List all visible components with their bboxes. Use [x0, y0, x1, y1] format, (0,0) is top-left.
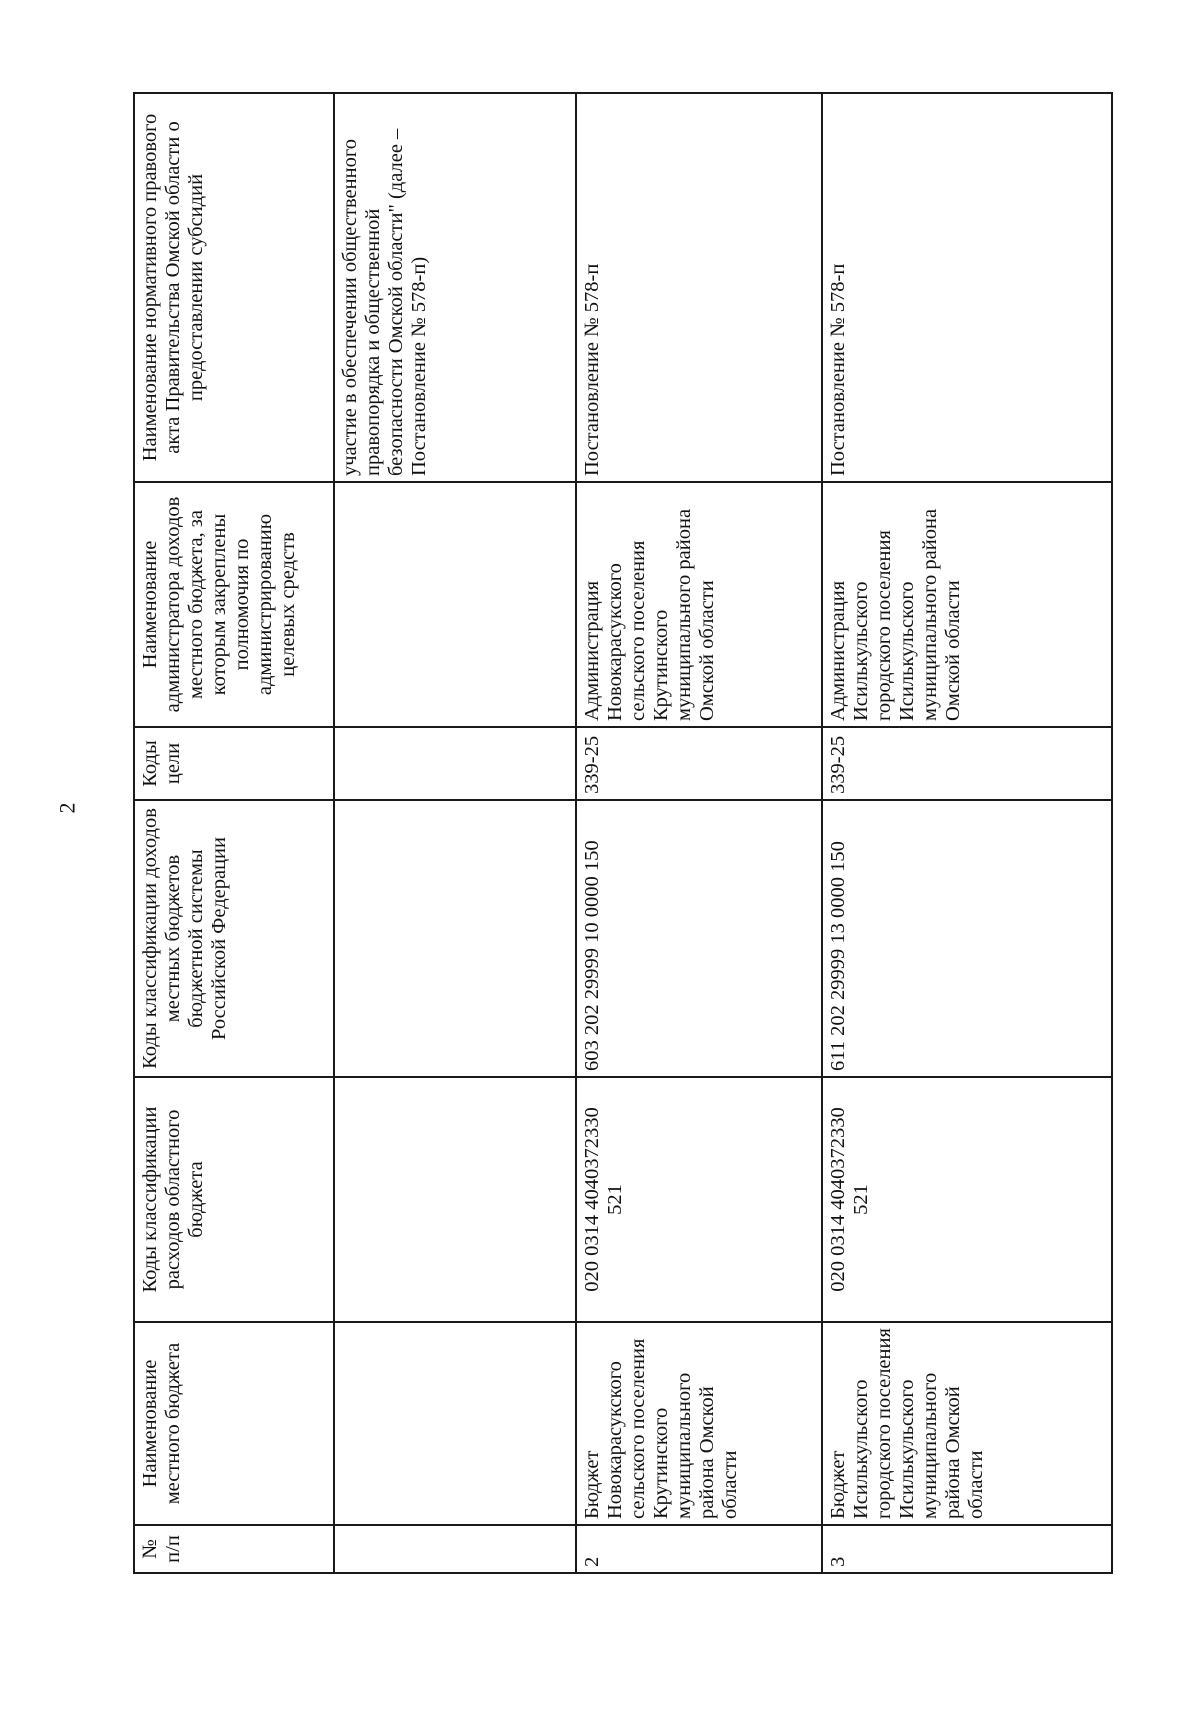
cell-legal-act: Постановление № 578-п — [822, 93, 1112, 482]
table-header-row — [134, 93, 334, 1573]
cell-empty — [334, 1077, 576, 1322]
table-row — [576, 93, 822, 1573]
expense-code-suffix: 521 — [849, 1184, 872, 1215]
header-goal-codes: Коды цели — [134, 727, 334, 800]
header-legal-act: Наименование нормативного правового акта Правительства Омской области о предоставлении субсидий — [134, 93, 334, 482]
cell-num: 3 — [822, 1525, 1112, 1573]
header-administrator: Наименование администратора доходов местного бюджета, за которым закреплены полномочия по администрированию целевых средств — [134, 482, 334, 727]
header-num: № п/п — [134, 1525, 334, 1573]
cell-expense-code — [822, 1077, 1112, 1322]
cell-legal-act-continuation: участие в обеспечении общественного правопорядка и общественной безопасности Омской области" (далее – Постановление № 578-п) — [334, 93, 576, 482]
table-row — [822, 93, 1112, 1573]
cell-empty — [334, 727, 576, 800]
rotated-table-container — [133, 94, 1113, 1574]
cell-income-code: 611 202 29999 13 0000 150 — [822, 800, 1112, 1077]
expense-code-suffix: 521 — [603, 1184, 626, 1215]
header-income-codes: Коды классификации доходов местных бюджетов бюджетной системы Российской Федерации — [134, 800, 334, 1077]
table-row-continuation — [334, 93, 576, 1573]
expense-code-main: 020 0314 4040372330 — [827, 1107, 849, 1292]
cell-administrator: Администрация Исилькульского городского поселения Исилькульского муниципального района Омской области — [822, 482, 1112, 727]
cell-legal-act: Постановление № 578-п — [576, 93, 822, 482]
cell-goal-code: 339-25 — [576, 727, 822, 800]
cell-empty — [334, 800, 576, 1077]
page-number: 2 — [54, 802, 80, 814]
cell-empty — [334, 1525, 576, 1573]
cell-budget-name: Бюджет Исилькульского городского поселения Исилькульского муниципального района Омской области — [822, 1322, 1112, 1525]
cell-expense-code — [576, 1077, 822, 1322]
header-budget-name: Наименование местного бюджета — [134, 1322, 334, 1525]
cell-budget-name: Бюджет Новокарасукского сельского поселения Крутинского муниципального района Омской области — [576, 1322, 822, 1525]
cell-administrator: Администрация Новокарасукского сельского поселения Крутинского муниципального района Омской области — [576, 482, 822, 727]
expense-code-main: 020 0314 4040372330 — [581, 1107, 603, 1292]
cell-empty — [334, 1322, 576, 1525]
cell-income-code: 603 202 29999 10 0000 150 — [576, 800, 822, 1077]
cell-goal-code: 339-25 — [822, 727, 1112, 800]
subsidy-table — [133, 92, 1113, 1574]
cell-num: 2 — [576, 1525, 822, 1573]
cell-empty — [334, 482, 576, 727]
header-expense-codes: Коды классификации расходов областного бюджета — [134, 1077, 334, 1322]
